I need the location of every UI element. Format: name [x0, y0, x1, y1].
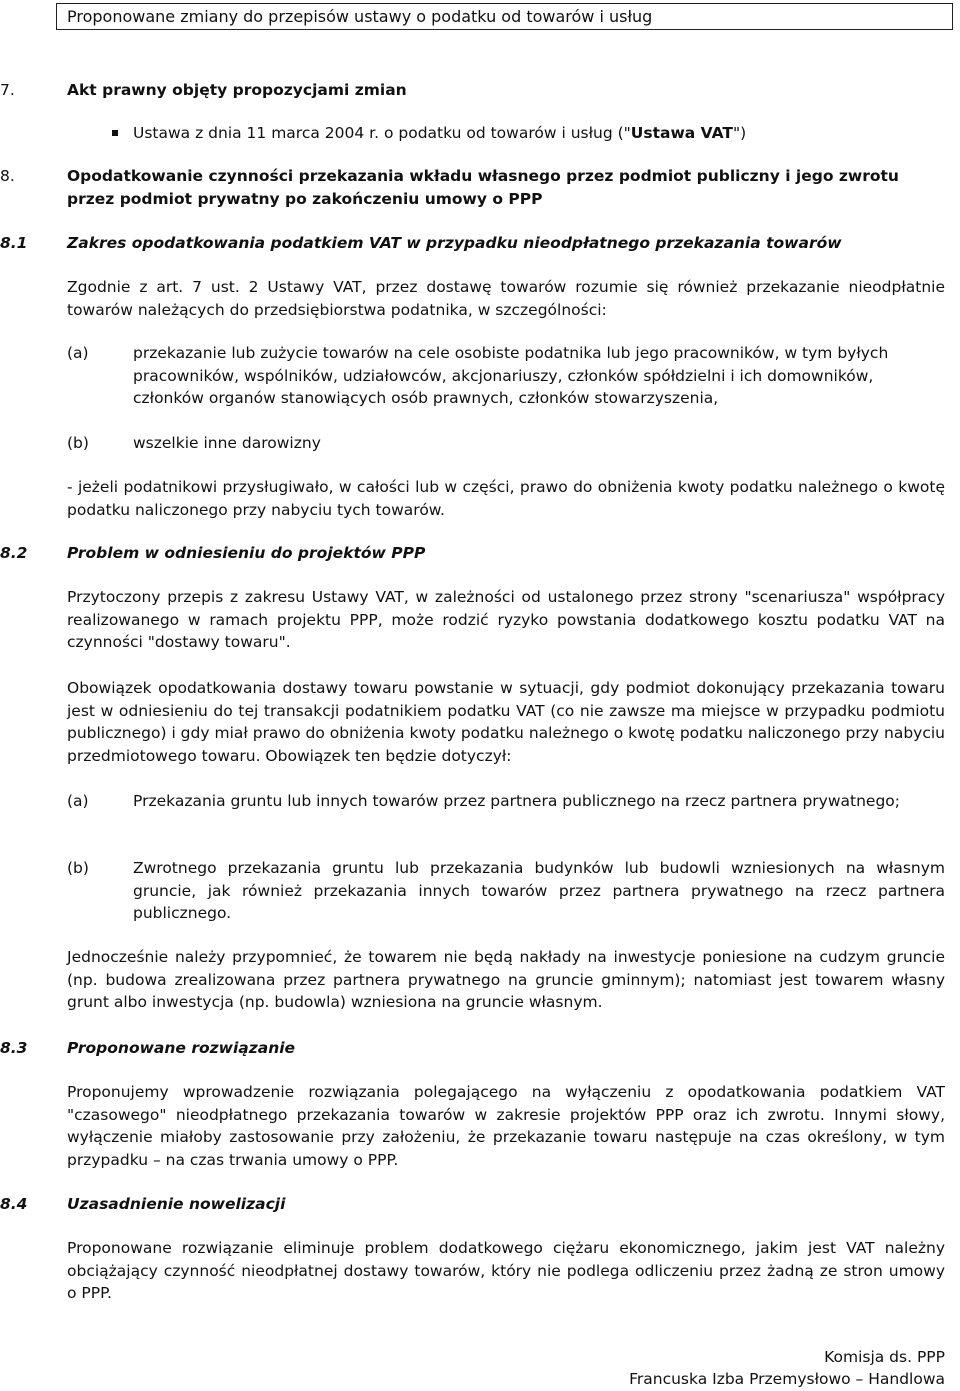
list-label: (b) — [67, 434, 89, 452]
list-label: (a) — [67, 792, 89, 810]
section-title-line: Opodatkowanie czynności przekazania wkładu własnego przez podmiot publiczny i jego zwrotu — [67, 167, 899, 185]
section-number: 8.1 — [0, 234, 28, 252]
section-title-line: przez podmiot prywatny po zakończeniu umowy o PPP — [67, 189, 543, 208]
list-label: (a) — [67, 344, 89, 362]
paragraph: Jednocześnie należy przypomnieć, że towarem nie będą nakłady na inwestycje poniesione na cudzym gruncie (np. budowa zrealizowana przez partnera prywatnego na gruncie gminnym); natomiast jest towarem własny grunt albo inwestycja (np. budowla) wzniesiona na gruncie własnym. — [67, 948, 945, 1011]
section-title: Akt prawny objęty propozycjami zmian — [67, 81, 407, 99]
bullet-text-bold: Ustawa VAT — [630, 124, 733, 142]
bullet-text-pre: Ustawa z dnia 11 marca 2004 r. o podatku od towarów i usług (" — [133, 124, 631, 142]
page-header — [56, 3, 953, 30]
footer-line: Francuska Izba Przemysłowo – Handlowa — [629, 1370, 945, 1388]
paragraph: Zgodnie z art. 7 ust. 2 Ustawy VAT, przez dostawę towarów rozumie się również przekazanie nieodpłatnie towarów należących do przedsiębiorstwa podatnika, w szczególności: — [67, 278, 945, 319]
paragraph: Proponujemy wprowadzenie rozwiązania polegającego na wyłączeniu z opodatkowania podatkiem VAT "czasowego" nieodpłatnego przekazania towarów w zakresie projektów PPP oraz ich zwrotu. Innymi słowy, wyłączenie miałoby zastosowanie przy założeniu, że przekazanie towaru następuje na czas określony, w tym przypadku – na czas trwania umowy o PPP. — [67, 1083, 945, 1169]
section-number: 8.4 — [0, 1195, 28, 1213]
paragraph: Obowiązek opodatkowania dostawy towaru powstanie w sytuacji, gdy podmiot dokonujący przekazania towaru jest w odniesieniu do tej transakcji podatnikiem podatku VAT (co nie zawsze ma miejsce w przypadku podmiotu publicznego) i gdy miał prawo do obniżenia kwoty podatku należnego o kwotę podatku naliczonego przy nabyciu przedmiotowego towaru. Obowiązek ten będzie dotyczył: — [67, 679, 945, 765]
section-title: Proponowane rozwiązanie — [67, 1039, 296, 1057]
header-title: Proponowane zmiany do przepisów ustawy o podatku od towarów i usług — [67, 7, 653, 26]
section-title: Zakres opodatkowania podatkiem VAT w przypadku nieodpłatnego przekazania towarów — [67, 234, 842, 252]
section-number: 8.3 — [0, 1039, 28, 1057]
list-text: Przekazania gruntu lub innych towarów przez partnera publicznego na rzecz partnera prywatnego; — [133, 792, 900, 810]
paragraph: - jeżeli podatnikowi przysługiwało, w całości lub w części, prawo do obniżenia kwoty podatku należnego o kwotę podatku naliczonego przy nabyciu tych towarów. — [67, 478, 945, 519]
list-text: Zwrotnego przekazania gruntu lub przekazania budynków lub budowli wzniesionych na własnym gruncie, jak również przekazania innych towarów przez partnera prywatnego na rzecz partnera publicznego. — [133, 859, 945, 922]
bullet-text-post: ") — [732, 124, 747, 142]
footer-line: Komisja ds. PPP — [824, 1348, 945, 1366]
list-text: wszelkie inne darowizny — [133, 434, 321, 452]
paragraph: Przytoczony przepis z zakresu Ustawy VAT, w zależności od ustalonego przez strony "scenariusza" współpracy realizowanego w ramach projektu PPP, może rodzić ryzyko powstania dodatkowego kosztu podatku VAT na czynności "dostawy towaru". — [67, 588, 945, 651]
section-number: 8.2 — [0, 544, 28, 562]
bullet-item-act — [133, 122, 945, 145]
section-number: 8. — [0, 167, 15, 185]
list-text: przekazanie lub zużycie towarów na cele osobiste podatnika lub jego pracowników, w tym byłych pracowników, wspólników, udziałowców, akcjonariuszy, członków spółdzielni i ich domowników, członków organów stanowiących osób prawnych, członków stowarzyszenia, — [133, 344, 889, 407]
list-label: (b) — [67, 859, 89, 877]
page-footer — [629, 1346, 945, 1390]
section-title: Uzasadnienie nowelizacji — [67, 1195, 286, 1213]
paragraph: Proponowane rozwiązanie eliminuje problem dodatkowego ciężaru ekonomicznego, jakim jest VAT należny obciążający czynność nieodpłatnej dostawy towarów, który nie podlega odliczeniu przez żadną ze stron umowy o PPP. — [67, 1239, 945, 1302]
section-title: Problem w odniesieniu do projektów PPP — [67, 544, 426, 562]
section-number: 7. — [0, 81, 15, 99]
bullet-square-icon — [112, 130, 118, 136]
